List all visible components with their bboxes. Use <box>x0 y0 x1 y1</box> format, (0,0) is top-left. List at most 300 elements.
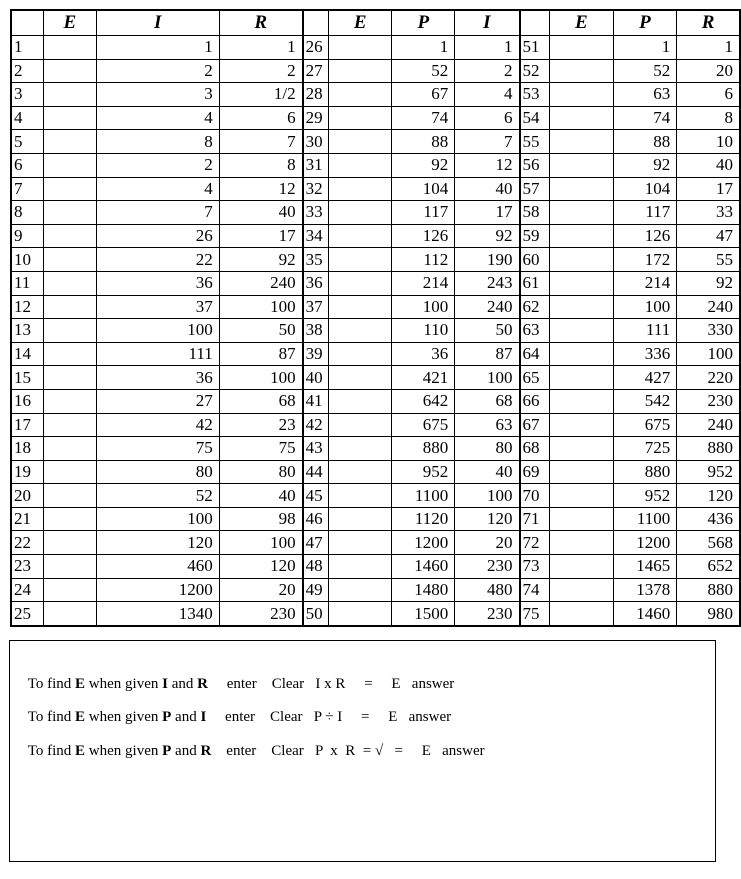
empty-e-cell <box>44 153 97 177</box>
column-header-i: I <box>96 10 219 36</box>
instruction-bold: R <box>197 676 208 692</box>
empty-e-cell <box>44 271 97 295</box>
value-cell: 568 <box>677 531 740 555</box>
empty-e-cell <box>329 484 392 508</box>
value-cell: 230 <box>677 389 740 413</box>
empty-e-cell <box>550 342 613 366</box>
value-cell: 117 <box>613 201 677 225</box>
value-cell: 480 <box>455 578 520 602</box>
value-cell: 2 <box>219 59 302 83</box>
value-cell: 36 <box>96 271 219 295</box>
empty-e-cell <box>44 319 97 343</box>
row-number-cell: 10 <box>11 248 44 272</box>
value-cell: 6 <box>219 106 302 130</box>
empty-e-cell <box>44 366 97 390</box>
row-number-cell: 45 <box>303 484 329 508</box>
value-cell: 1378 <box>613 578 677 602</box>
empty-e-cell <box>329 602 392 626</box>
empty-e-cell <box>550 555 613 579</box>
value-cell: 92 <box>392 153 455 177</box>
row-number-cell: 33 <box>303 201 329 225</box>
table-row <box>11 130 740 154</box>
column-header-index <box>303 10 329 36</box>
value-cell: 240 <box>455 295 520 319</box>
row-number-cell: 74 <box>520 578 550 602</box>
value-cell: 88 <box>392 130 455 154</box>
empty-e-cell <box>44 342 97 366</box>
value-cell: 74 <box>392 106 455 130</box>
row-number-cell: 31 <box>303 153 329 177</box>
value-cell: 1 <box>677 36 740 60</box>
column-header-r: R <box>219 10 302 36</box>
value-cell: 725 <box>613 437 677 461</box>
row-number-cell: 38 <box>303 319 329 343</box>
row-number-cell: 12 <box>11 295 44 319</box>
value-cell: 75 <box>219 437 302 461</box>
empty-e-cell <box>550 602 613 626</box>
row-number-cell: 35 <box>303 248 329 272</box>
table-row <box>11 507 740 531</box>
instruction-text: enter Clear P ÷ I = E answer <box>206 709 452 725</box>
empty-e-cell <box>44 83 97 107</box>
row-number-cell: 69 <box>520 460 550 484</box>
empty-e-cell <box>550 437 613 461</box>
instruction-text: enter Clear P x R = √ = E answer <box>211 743 485 759</box>
empty-e-cell <box>329 248 392 272</box>
value-cell: 12 <box>219 177 302 201</box>
row-number-cell: 34 <box>303 224 329 248</box>
row-number-cell: 5 <box>11 130 44 154</box>
empty-e-cell <box>44 460 97 484</box>
empty-e-cell <box>44 106 97 130</box>
empty-e-cell <box>329 201 392 225</box>
row-number-cell: 67 <box>520 413 550 437</box>
table-row <box>11 153 740 177</box>
value-cell: 20 <box>677 59 740 83</box>
column-header-e: E <box>550 10 613 36</box>
value-cell: 68 <box>455 389 520 413</box>
table-row <box>11 106 740 130</box>
row-number-cell: 18 <box>11 437 44 461</box>
empty-e-cell <box>550 389 613 413</box>
value-cell: 675 <box>392 413 455 437</box>
value-cell: 190 <box>455 248 520 272</box>
value-cell: 92 <box>219 248 302 272</box>
value-cell: 1465 <box>613 555 677 579</box>
value-cell: 104 <box>392 177 455 201</box>
empty-e-cell <box>329 507 392 531</box>
row-number-cell: 13 <box>11 319 44 343</box>
row-number-cell: 51 <box>520 36 550 60</box>
empty-e-cell <box>329 106 392 130</box>
value-cell: 100 <box>613 295 677 319</box>
value-cell: 8 <box>677 106 740 130</box>
row-number-cell: 60 <box>520 248 550 272</box>
value-cell: 75 <box>96 437 219 461</box>
value-cell: 63 <box>455 413 520 437</box>
row-number-cell: 62 <box>520 295 550 319</box>
empty-e-cell <box>550 59 613 83</box>
empty-e-cell <box>550 271 613 295</box>
row-number-cell: 55 <box>520 130 550 154</box>
row-number-cell: 41 <box>303 389 329 413</box>
instruction-bold: P <box>162 709 172 725</box>
empty-e-cell <box>329 437 392 461</box>
value-cell: 120 <box>455 507 520 531</box>
value-cell: 1/2 <box>219 83 302 107</box>
empty-e-cell <box>329 59 392 83</box>
table-row <box>11 389 740 413</box>
empty-e-cell <box>329 177 392 201</box>
row-number-cell: 30 <box>303 130 329 154</box>
empty-e-cell <box>329 460 392 484</box>
value-cell: 460 <box>96 555 219 579</box>
table-row <box>11 366 740 390</box>
row-number-cell: 65 <box>520 366 550 390</box>
value-cell: 436 <box>677 507 740 531</box>
instruction-text: when given <box>85 709 163 725</box>
value-cell: 104 <box>613 177 677 201</box>
empty-e-cell <box>550 413 613 437</box>
value-cell: 20 <box>455 531 520 555</box>
empty-e-cell <box>550 106 613 130</box>
value-cell: 1 <box>219 36 302 60</box>
table-row <box>11 59 740 83</box>
value-cell: 3 <box>96 83 219 107</box>
row-number-cell: 64 <box>520 342 550 366</box>
value-cell: 6 <box>455 106 520 130</box>
row-number-cell: 2 <box>11 59 44 83</box>
empty-e-cell <box>44 201 97 225</box>
row-number-cell: 47 <box>303 531 329 555</box>
value-cell: 1480 <box>392 578 455 602</box>
row-number-cell: 28 <box>303 83 329 107</box>
value-cell: 4 <box>455 83 520 107</box>
value-cell: 23 <box>219 413 302 437</box>
instruction-text: and <box>171 743 201 759</box>
instruction-text: To find <box>27 676 76 692</box>
value-cell: 1200 <box>96 578 219 602</box>
value-cell: 230 <box>455 602 520 626</box>
value-cell: 330 <box>677 319 740 343</box>
value-cell: 1200 <box>613 531 677 555</box>
empty-e-cell <box>44 36 97 60</box>
value-cell: 17 <box>677 177 740 201</box>
value-cell: 2 <box>96 153 219 177</box>
table-row <box>11 602 740 626</box>
row-number-cell: 17 <box>11 413 44 437</box>
row-number-cell: 29 <box>303 106 329 130</box>
row-number-cell: 15 <box>11 366 44 390</box>
table-row <box>11 460 740 484</box>
table-row <box>11 413 740 437</box>
value-cell: 100 <box>219 295 302 319</box>
row-number-cell: 9 <box>11 224 44 248</box>
row-number-cell: 57 <box>520 177 550 201</box>
instruction-text: and <box>167 676 198 692</box>
row-number-cell: 43 <box>303 437 329 461</box>
empty-e-cell <box>329 224 392 248</box>
value-cell: 67 <box>392 83 455 107</box>
value-cell: 50 <box>219 319 302 343</box>
value-cell: 120 <box>96 531 219 555</box>
instruction-text: enter Clear I x R = E answer <box>207 676 455 692</box>
row-number-cell: 53 <box>520 83 550 107</box>
value-cell: 120 <box>677 484 740 508</box>
value-cell: 92 <box>455 224 520 248</box>
empty-e-cell <box>550 366 613 390</box>
row-number-cell: 27 <box>303 59 329 83</box>
column-header-e: E <box>44 10 97 36</box>
column-header-r: R <box>677 10 740 36</box>
empty-e-cell <box>44 224 97 248</box>
empty-e-cell <box>550 130 613 154</box>
value-cell: 47 <box>677 224 740 248</box>
value-cell: 33 <box>677 201 740 225</box>
value-cell: 243 <box>455 271 520 295</box>
instruction-line-3 <box>13 726 485 777</box>
empty-e-cell <box>329 366 392 390</box>
instruction-bold: I <box>162 676 168 692</box>
value-cell: 26 <box>96 224 219 248</box>
value-cell: 1500 <box>392 602 455 626</box>
value-cell: 40 <box>219 484 302 508</box>
row-number-cell: 42 <box>303 413 329 437</box>
empty-e-cell <box>44 555 97 579</box>
row-number-cell: 39 <box>303 342 329 366</box>
empty-e-cell <box>550 224 613 248</box>
value-cell: 100 <box>392 295 455 319</box>
empty-e-cell <box>329 578 392 602</box>
value-cell: 111 <box>96 342 219 366</box>
empty-e-cell <box>44 295 97 319</box>
value-cell: 1200 <box>392 531 455 555</box>
row-number-cell: 24 <box>11 578 44 602</box>
value-cell: 1 <box>392 36 455 60</box>
value-cell: 100 <box>96 507 219 531</box>
table-row <box>11 578 740 602</box>
value-cell: 240 <box>677 413 740 437</box>
value-cell: 880 <box>392 437 455 461</box>
row-number-cell: 44 <box>303 460 329 484</box>
value-cell: 4 <box>96 106 219 130</box>
instruction-text: and <box>171 709 201 725</box>
row-number-cell: 40 <box>303 366 329 390</box>
row-number-cell: 56 <box>520 153 550 177</box>
value-cell: 92 <box>677 271 740 295</box>
value-cell: 36 <box>96 366 219 390</box>
row-number-cell: 11 <box>11 271 44 295</box>
value-cell: 172 <box>613 248 677 272</box>
value-cell: 126 <box>613 224 677 248</box>
table-row <box>11 295 740 319</box>
column-header-index <box>520 10 550 36</box>
empty-e-cell <box>329 36 392 60</box>
value-cell: 80 <box>96 460 219 484</box>
empty-e-cell <box>550 460 613 484</box>
value-cell: 17 <box>455 201 520 225</box>
value-cell: 7 <box>96 201 219 225</box>
value-cell: 120 <box>219 555 302 579</box>
value-cell: 214 <box>392 271 455 295</box>
instruction-text: To find <box>27 709 76 725</box>
table-row <box>11 484 740 508</box>
value-cell: 1 <box>613 36 677 60</box>
empty-e-cell <box>44 531 97 555</box>
value-cell: 40 <box>455 460 520 484</box>
value-cell: 8 <box>96 130 219 154</box>
row-number-cell: 32 <box>303 177 329 201</box>
row-number-cell: 7 <box>11 177 44 201</box>
value-cell: 112 <box>392 248 455 272</box>
value-cell: 117 <box>392 201 455 225</box>
row-number-cell: 1 <box>11 36 44 60</box>
value-cell: 27 <box>96 389 219 413</box>
empty-e-cell <box>44 484 97 508</box>
empty-e-cell <box>329 153 392 177</box>
empty-e-cell <box>44 413 97 437</box>
value-cell: 1 <box>455 36 520 60</box>
row-number-cell: 6 <box>11 153 44 177</box>
row-number-cell: 68 <box>520 437 550 461</box>
value-cell: 880 <box>677 437 740 461</box>
empty-e-cell <box>44 59 97 83</box>
row-number-cell: 49 <box>303 578 329 602</box>
value-cell: 2 <box>96 59 219 83</box>
value-cell: 8 <box>219 153 302 177</box>
value-cell: 100 <box>455 484 520 508</box>
value-cell: 1100 <box>392 484 455 508</box>
instruction-bold: E <box>75 676 86 692</box>
value-cell: 230 <box>455 555 520 579</box>
value-cell: 7 <box>455 130 520 154</box>
row-number-cell: 22 <box>11 531 44 555</box>
row-number-cell: 26 <box>303 36 329 60</box>
value-cell: 100 <box>219 366 302 390</box>
table-body <box>11 36 740 626</box>
value-cell: 92 <box>613 153 677 177</box>
value-cell: 52 <box>96 484 219 508</box>
empty-e-cell <box>329 389 392 413</box>
empty-e-cell <box>44 177 97 201</box>
value-cell: 2 <box>455 59 520 83</box>
empty-e-cell <box>44 602 97 626</box>
column-header-p: P <box>613 10 677 36</box>
empty-e-cell <box>329 130 392 154</box>
value-cell: 240 <box>677 295 740 319</box>
value-cell: 230 <box>219 602 302 626</box>
row-number-cell: 37 <box>303 295 329 319</box>
value-cell: 74 <box>613 106 677 130</box>
empty-e-cell <box>329 271 392 295</box>
empty-e-cell <box>329 319 392 343</box>
value-cell: 87 <box>219 342 302 366</box>
empty-e-cell <box>329 531 392 555</box>
row-number-cell: 3 <box>11 83 44 107</box>
row-number-cell: 71 <box>520 507 550 531</box>
empty-e-cell <box>550 507 613 531</box>
value-cell: 642 <box>392 389 455 413</box>
row-number-cell: 19 <box>11 460 44 484</box>
value-cell: 100 <box>455 366 520 390</box>
empty-e-cell <box>44 578 97 602</box>
value-cell: 111 <box>613 319 677 343</box>
empty-e-cell <box>550 484 613 508</box>
row-number-cell: 50 <box>303 602 329 626</box>
value-cell: 40 <box>219 201 302 225</box>
instruction-text: To find <box>27 743 76 759</box>
table-row <box>11 555 740 579</box>
value-cell: 42 <box>96 413 219 437</box>
empty-e-cell <box>550 201 613 225</box>
empty-e-cell <box>44 389 97 413</box>
column-header-p: P <box>392 10 455 36</box>
value-cell: 88 <box>613 130 677 154</box>
row-number-cell: 16 <box>11 389 44 413</box>
table-row <box>11 531 740 555</box>
value-cell: 880 <box>677 578 740 602</box>
row-number-cell: 36 <box>303 271 329 295</box>
data-table <box>10 9 741 627</box>
row-number-cell: 4 <box>11 106 44 130</box>
value-cell: 952 <box>392 460 455 484</box>
row-number-cell: 46 <box>303 507 329 531</box>
value-cell: 20 <box>219 578 302 602</box>
value-cell: 52 <box>613 59 677 83</box>
row-number-cell: 54 <box>520 106 550 130</box>
value-cell: 98 <box>219 507 302 531</box>
empty-e-cell <box>44 130 97 154</box>
value-cell: 110 <box>392 319 455 343</box>
instruction-text: when given <box>85 676 163 692</box>
value-cell: 880 <box>613 460 677 484</box>
empty-e-cell <box>550 578 613 602</box>
column-header-index <box>11 10 44 36</box>
value-cell: 214 <box>613 271 677 295</box>
value-cell: 80 <box>219 460 302 484</box>
row-number-cell: 59 <box>520 224 550 248</box>
value-cell: 1460 <box>392 555 455 579</box>
row-number-cell: 25 <box>11 602 44 626</box>
value-cell: 55 <box>677 248 740 272</box>
value-cell: 952 <box>677 460 740 484</box>
column-header-i: I <box>455 10 520 36</box>
empty-e-cell <box>550 531 613 555</box>
empty-e-cell <box>329 83 392 107</box>
value-cell: 52 <box>392 59 455 83</box>
value-cell: 6 <box>677 83 740 107</box>
value-cell: 336 <box>613 342 677 366</box>
value-cell: 542 <box>613 389 677 413</box>
empty-e-cell <box>44 248 97 272</box>
value-cell: 10 <box>677 130 740 154</box>
row-number-cell: 8 <box>11 201 44 225</box>
row-number-cell: 72 <box>520 531 550 555</box>
row-number-cell: 14 <box>11 342 44 366</box>
empty-e-cell <box>329 295 392 319</box>
table-row <box>11 271 740 295</box>
row-number-cell: 63 <box>520 319 550 343</box>
empty-e-cell <box>550 295 613 319</box>
empty-e-cell <box>550 177 613 201</box>
table-row <box>11 201 740 225</box>
value-cell: 22 <box>96 248 219 272</box>
value-cell: 652 <box>677 555 740 579</box>
empty-e-cell <box>550 36 613 60</box>
empty-e-cell <box>550 248 613 272</box>
table-row <box>11 342 740 366</box>
table-row <box>11 36 740 60</box>
